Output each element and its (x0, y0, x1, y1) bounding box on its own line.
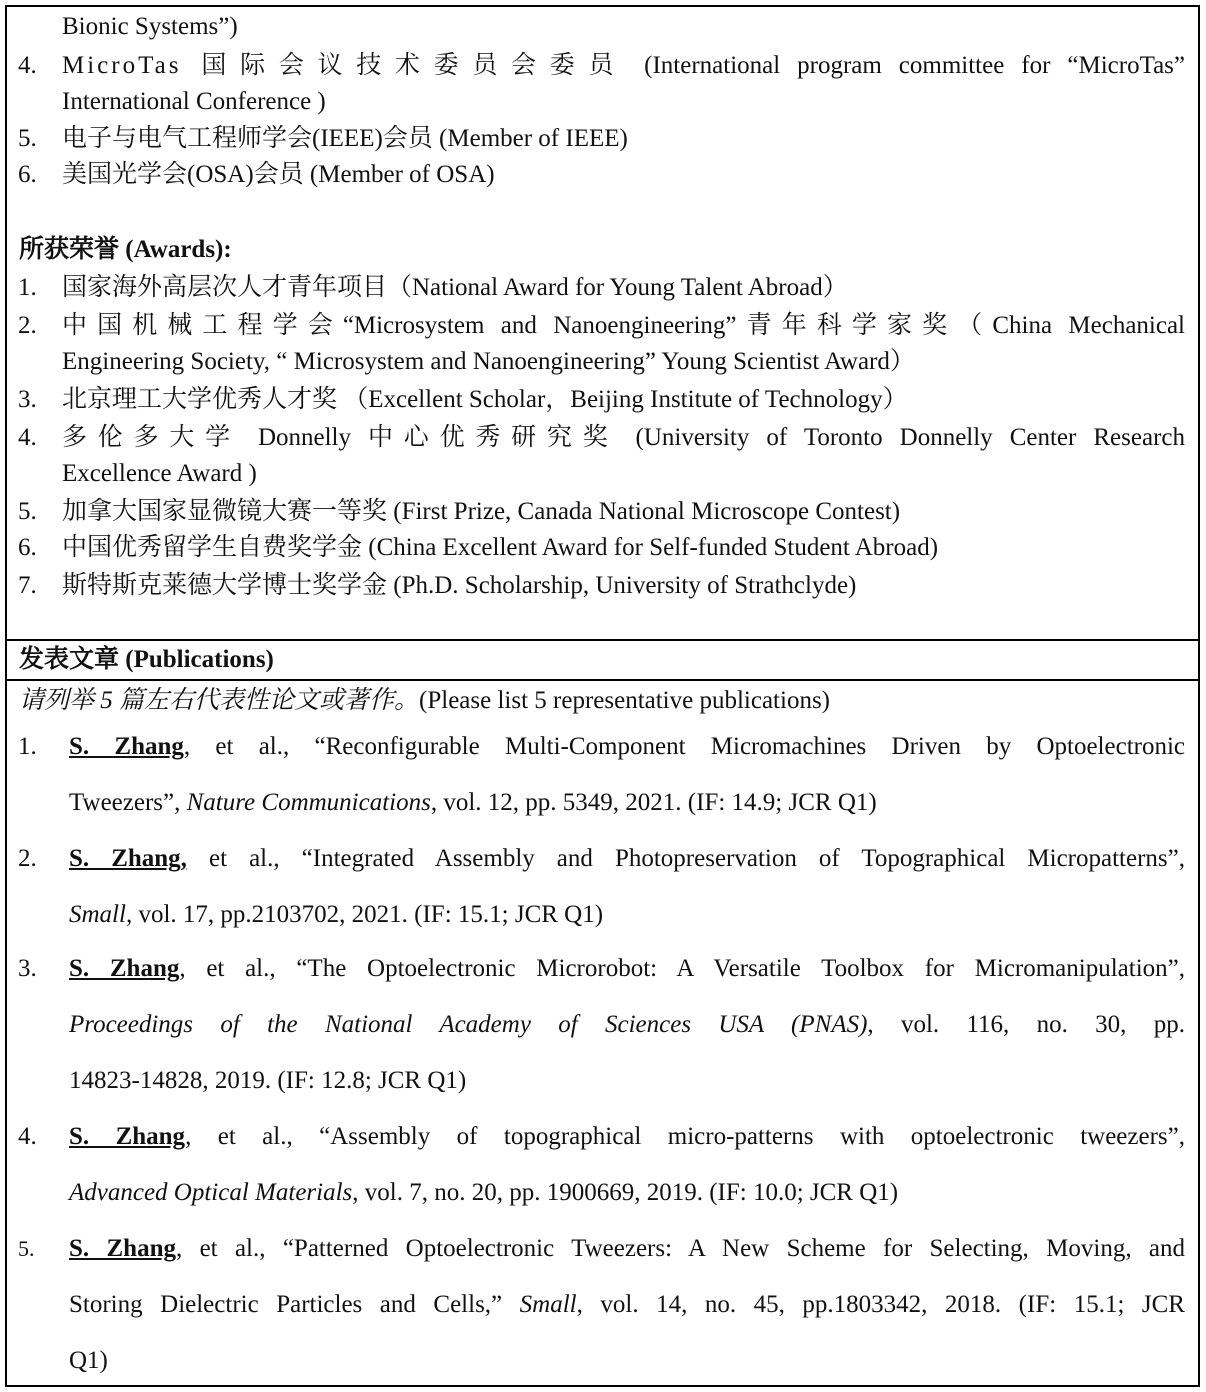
publications-header-cell (7, 639, 1198, 681)
publications-body-cell (7, 681, 1198, 1385)
award-item: 7. 斯特斯克莱德大学博士奖学金 (Ph.D. Scholarship, University of Strathclyde) (18, 572, 857, 599)
membership-item-5: 5. 电子与电气工程师学会(IEEE)会员 (Member of IEEE) (18, 125, 628, 152)
publication-item-cont: Small, vol. 17, pp.2103702, 2021. (IF: 15.1; JCR Q1) (69, 901, 604, 928)
award-item: 5. 加拿大国家显微镜大赛一等奖 (First Prize, Canada National Microscope Contest) (18, 498, 901, 525)
award-item-cont: Excellence Award ) (62, 460, 257, 487)
award-item: 1. 国家海外高层次人才青年项目（National Award for Young Talent Abroad） (18, 274, 848, 301)
publication-item: 5. S. Zhang, et al., “Patterned Optoelectronic Tweezers: A New Scheme for Selecting, Moving, and (18, 1235, 1185, 1262)
publication-item-cont: Proceedings of the National Academy of Sciences USA (PNAS), vol. 116, no. 30, pp. (69, 1011, 1185, 1038)
publication-item-cont: Tweezers”, Nature Communications, vol. 12, pp. 5349, 2021. (IF: 14.9; JCR Q1) (69, 789, 877, 816)
publication-item: 2. S. Zhang, et al., “Integrated Assembly and Photopreservation of Topographical Micropatterns”, (18, 845, 1185, 872)
cv-table (5, 5, 1200, 1387)
award-item: 3. 北京理工大学优秀人才奖 （Excellent Scholar，Beijing Institute of Technology） (18, 386, 908, 413)
publication-item-cont: Q1) (69, 1347, 108, 1374)
publications-instruction: 请列举 5 篇左右代表性论文或著作。(Please list 5 representative publications) (19, 687, 831, 714)
publications-heading: 发表文章 (Publications) (19, 646, 274, 673)
award-item: 6. 中国优秀留学生自费奖学金 (China Excellent Award for Self-funded Student Abroad) (18, 534, 939, 561)
awards-heading: 所获荣誉 (Awards): (19, 236, 232, 263)
membership-item-4: 4. MicroTas 国际会议技术委员会委员 (International program committee for “MicroTas” (18, 52, 1186, 79)
memberships-awards-cell (7, 7, 1198, 639)
award-item-cont: Engineering Society, “ Microsystem and Nanoengineering” Young Scientist Award） (62, 348, 915, 375)
publication-item-cont: Advanced Optical Materials, vol. 7, no. 20, pp. 1900669, 2019. (IF: 10.0; JCR Q1) (69, 1179, 899, 1206)
publication-item: 4. S. Zhang, et al., “Assembly of topographical micro-patterns with optoelectronic tweezers”, (18, 1123, 1185, 1150)
publication-item-cont: Storing Dielectric Particles and Cells,” Small, vol. 14, no. 45, pp.1803342, 2018. (IF: 15.1; JCR (69, 1291, 1185, 1318)
membership-item-6: 6. 美国光学会(OSA)会员 (Member of OSA) (18, 161, 495, 188)
publication-item-cont: 14823-14828, 2019. (IF: 12.8; JCR Q1) (69, 1067, 467, 1094)
publication-item: 1. S. Zhang, et al., “Reconfigurable Multi-Component Micromachines Driven by Optoelectronic (18, 733, 1186, 760)
membership-item-continued: Bionic Systems”) (62, 13, 238, 40)
award-item: 2. 中国机械工程学会“Microsystem and Nanoengineering”青年科学家奖（China Mechanical (18, 312, 1185, 339)
publication-item: 3. S. Zhang, et al., “The Optoelectronic Microrobot: A Versatile Toolbox for Micromanipulation”, (18, 955, 1186, 982)
award-item: 4. 多伦多大学 Donnelly 中心优秀研究奖 (University of Toronto Donnelly Center Research (18, 424, 1185, 451)
membership-item-4-cont: International Conference ) (62, 88, 326, 115)
